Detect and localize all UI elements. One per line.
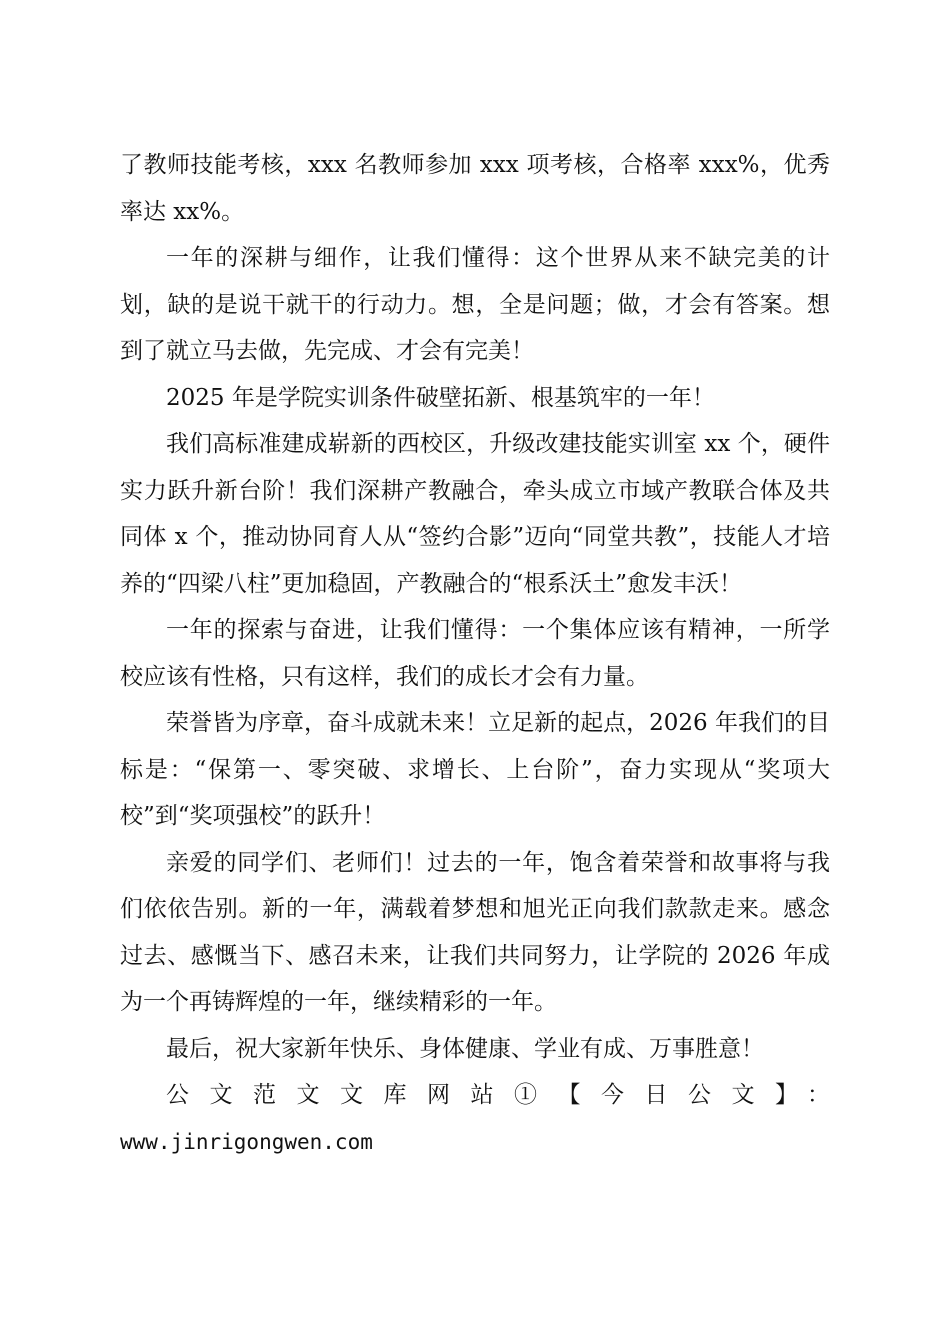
document-body: [120, 142, 830, 1165]
paragraph-7: 亲爱的同学们、老师们！过去的一年，饱含着荣誉和故事将与我们依依告别。新的一年，满载着梦想和旭光正向我们款款走来。感念过去、感慨当下、感召未来，让我们共同努力，让学院的 2026 年成为一个再铸辉煌的一年，继续精彩的一年。: [120, 849, 830, 1015]
paragraph-1: 了教师技能考核，xxx 名教师参加 xxx 项考核，合格率 xxx%，优秀率达 xx%。: [120, 152, 830, 225]
paragraph-5: 一年的探索与奋进，让我们懂得：一个集体应该有精神，一所学校应该有性格，只有这样，我们的成长才会有力量。: [120, 617, 830, 690]
paragraph-3: 2025 年是学院实训条件破壁拓新、根基筑牢的一年！: [166, 384, 715, 411]
paragraph-6: 荣誉皆为序章，奋斗成就未来！立足新的起点，2026 年我们的目标是：“保第一、零突破、求增长、上台阶”，奋力实现从“奖项大校”到“奖项强校”的跃升！: [120, 710, 830, 829]
paragraph-2: 一年的深耕与细作，让我们懂得：这个世界从来不缺完美的计划，缺的是说干就干的行动力。想，全是问题；做，才会有答案。想到了就立马去做，先完成、才会有完美！: [120, 245, 830, 364]
paragraph-8: 最后，祝大家新年快乐、身体健康、学业有成、万事胜意！: [166, 1035, 764, 1062]
footer-site-line: 公文范文文库网站①【今日公文】：: [166, 1082, 830, 1108]
paragraph-4: 我们高标准建成崭新的西校区，升级改建技能实训室 xx 个，硬件实力跃升新台阶！我们深耕产教融合，牵头成立市域产教联合体及共同体 x 个，推动协同育人从“签约合影”迈向“同堂共教”，技能人才培养的“四梁八柱”更加稳固，产教融合的“根系沃土”愈发丰沃！: [120, 431, 830, 597]
footer-url[interactable]: www.jinrigongwen.com: [120, 1129, 373, 1154]
